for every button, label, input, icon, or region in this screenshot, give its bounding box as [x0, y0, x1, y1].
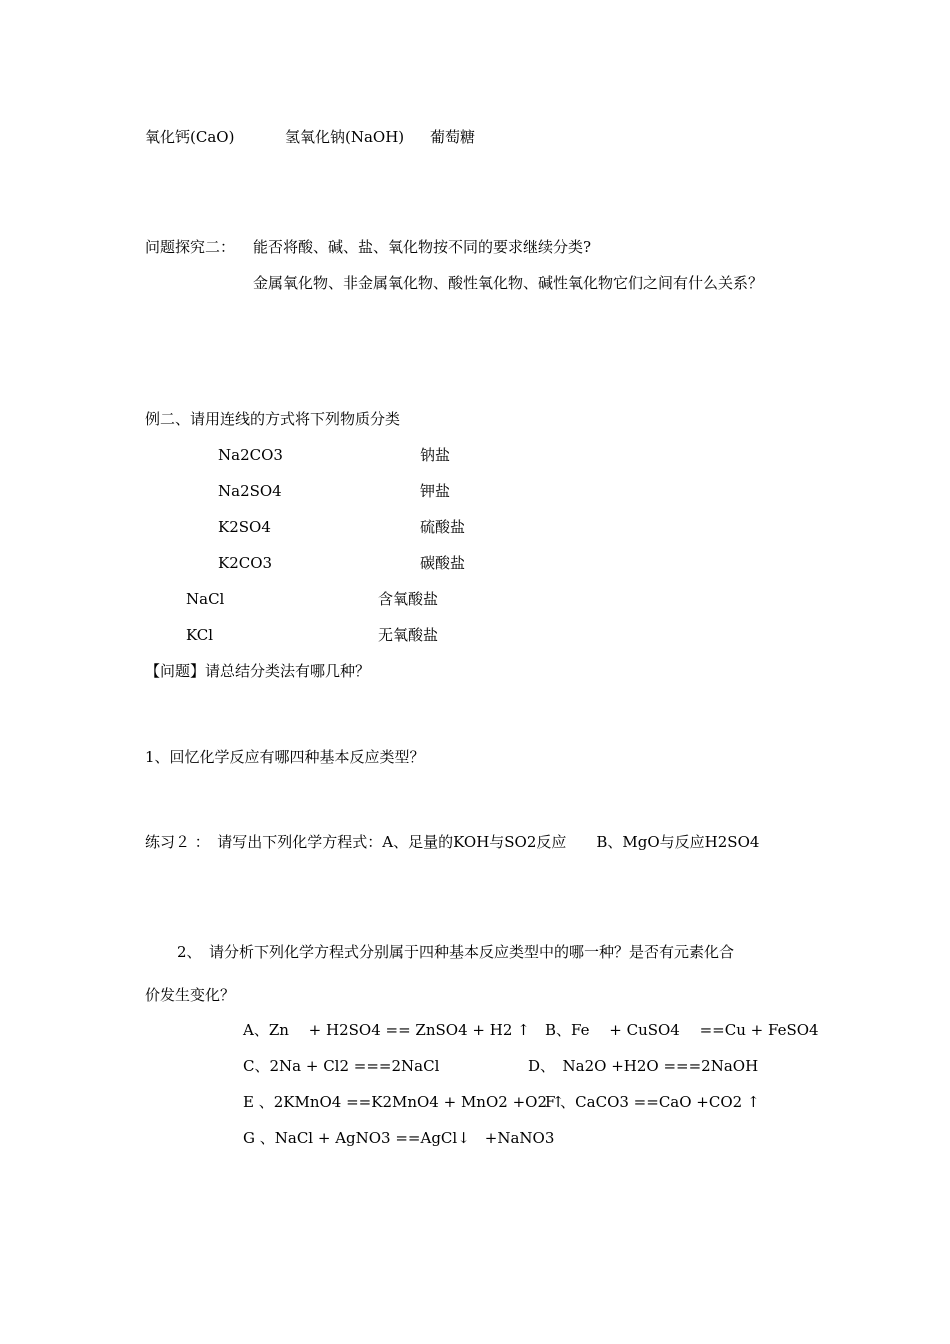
category-right-4: 碳酸盐 — [420, 554, 466, 572]
substance-left-3: K2SO4 — [218, 518, 271, 536]
item2-line-1: 2、 请分析下列化学方程式分别属于四种基本反应类型中的哪一种？是否有元素化合 — [177, 943, 735, 961]
substance-left-5: NaCl — [186, 590, 225, 608]
question-text: 【问题】请总结分类法有哪几种？ — [145, 662, 371, 680]
category-right-3: 硫酸盐 — [420, 518, 466, 536]
cao-label: 氧化钙(CaO) — [145, 128, 235, 146]
equation-c: C、2Na + Cl2 ===2NaCl — [243, 1057, 440, 1075]
category-right-1: 钠盐 — [420, 446, 451, 464]
example2-title: 例二、请用连线的方式将下列物质分类 — [145, 410, 401, 428]
naoh-label: 氢氧化钠(NaOH) — [285, 128, 405, 146]
equation-g: G 、NaCl + AgNO3 ==AgCl↓ +NaNO3 — [243, 1129, 555, 1147]
equation-e: E 、2KMnO4 ==K2MnO4 + MnO2 +O2 ↑ — [243, 1093, 565, 1111]
item2-line-2: 价发生变化？ — [145, 986, 236, 1004]
equation-d: D、 Na2O +H2O ===2NaOH — [528, 1057, 759, 1075]
substance-left-4: K2CO3 — [218, 554, 273, 572]
substance-left-2: Na2SO4 — [218, 482, 282, 500]
equation-f: F 、CaCO3 ==CaO +CO2 ↑ — [545, 1093, 760, 1111]
substance-left-1: Na2CO3 — [218, 446, 283, 464]
category-right-2: 钾盐 — [420, 482, 451, 500]
category-right-5: 含氧酸盐 — [378, 590, 439, 608]
practice2-text: 练习２ ： 请写出下列化学方程式：A、足量的KOH与SO2反应 B、MgO与反应H2SO4 — [145, 833, 760, 851]
inquiry2-question-1: 能否将酸、碱、盐、氧化物按不同的要求继续分类? — [253, 238, 592, 256]
category-right-6: 无氧酸盐 — [378, 626, 439, 644]
substance-left-6: KCl — [186, 626, 214, 644]
inquiry2-question-2: 金属氧化物、非金属氧化物、酸性氧化物、碱性氧化物它们之间有什么关系？ — [253, 274, 764, 292]
inquiry2-label: 问题探究二： — [145, 238, 236, 256]
item1-text: 1、回忆化学反应有哪四种基本反应类型？ — [145, 748, 425, 766]
equation-b: B、Fe + CuSO4 ==Cu + FeSO4 — [545, 1021, 819, 1039]
glucose-label: 葡萄糖 — [430, 128, 476, 146]
equation-a: A、Zn + H2SO4 == ZnSO4 + H2 ↑ — [243, 1021, 530, 1039]
